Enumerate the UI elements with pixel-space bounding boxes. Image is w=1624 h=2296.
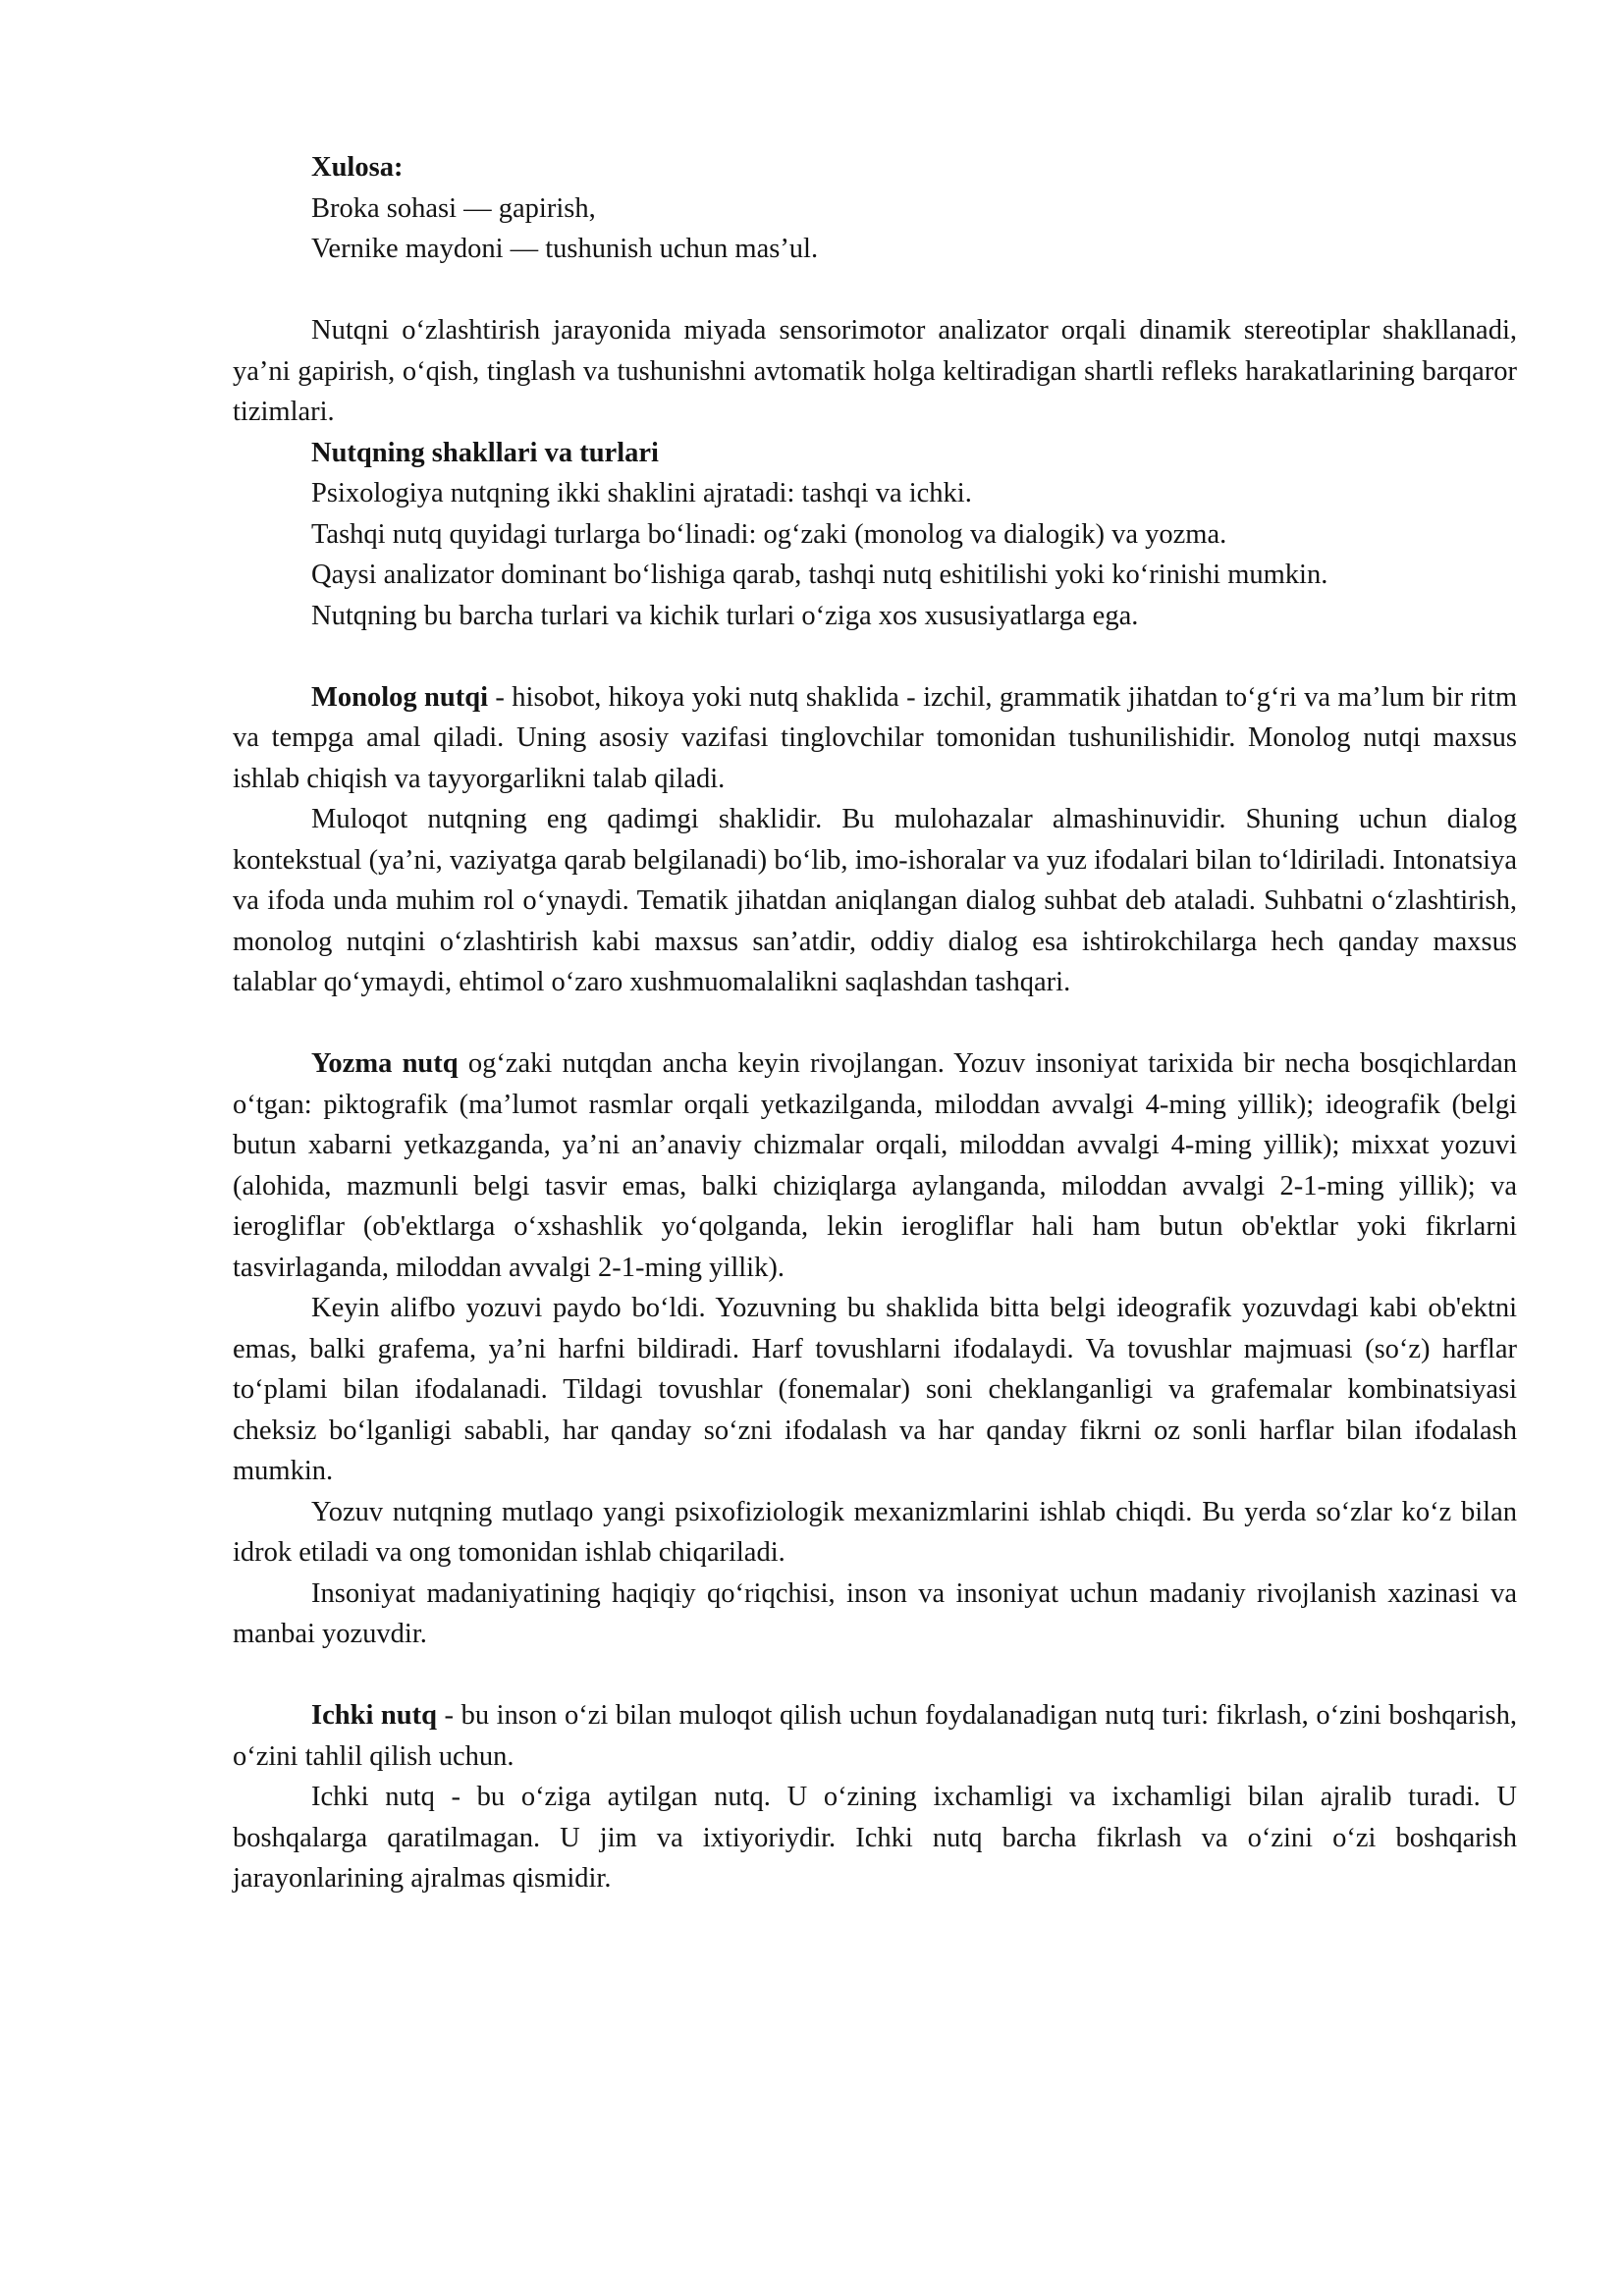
paragraph-gap — [233, 270, 1517, 311]
paragraph-ichki — [233, 1695, 1517, 1777]
paragraph-gap — [233, 1655, 1517, 1696]
yozma-text: og‘zaki nutqdan ancha keyin rivojlangan. Yozuv insoniyat tarixida bir necha bosqichlardan o‘tgan: piktografik (ma’lumot rasmlar orqali yetkazilganda, miloddan avvalgi 4-ming yillik); ideografik (belgi butun xabarni yetkazganda, ya’ni an’anaviy chizmalar orqali, miloddan avvalgi 4-ming yillik); mixxat yozuvi (alohida, mazmunli belgi tasvir emas, balki chiziqlarga aylanganda, miloddan avvalgi 2-1-ming yillik); va ierogliflar (ob'ektlarga o‘xshashlik yo‘qolganda, lekin ierogliflar hali ham butun ob'ektlar yoki fikrlarni tasvirlaganda, miloddan avvalgi 2-1-ming yillik). — [233, 1048, 1517, 1283]
xulosa-heading-text: Xulosa: — [311, 152, 404, 183]
paragraph-mexanizm: Yozuv nutqning mutlaqo yangi psixofiziologik mexanizmlarini ishlab chiqdi. Bu yerda so‘zlar ko‘z bilan idrok etiladi va ong tomonidan ishlab chiqariladi. — [233, 1496, 1517, 1568]
ichki-text: - bu inson o‘zi bilan muloqot qilish uchun foydalanadigan nutq turi: fikrlash, o‘zini boshqarish, o‘zini tahlil qilish uchun. — [233, 1700, 1517, 1772]
shakllar-line-4: Nutqning bu barcha turlari va kichik turlari o‘ziga xos xususiyatlarga ega. — [311, 600, 1139, 631]
xulosa-line-broka: Broka sohasi — gapirish, — [311, 192, 596, 224]
paragraph-muloqot: Muloqot nutqning eng qadimgi shaklidir. Bu mulohazalar almashinuvidir. Shuning uchun dialog kontekstual (ya’ni, vaziyatga qarab belgilanadi) bo‘lib, imo-ishoralar va yuz ifodalari bilan to‘ldiriladi. Intonatsiya va ifoda unda muhim rol o‘ynaydi. Tematik jihatdan aniqlangan dialog suhbat deb ataladi. Suhbatni o‘zlashtirish, monolog nutqini o‘zlashtirish kabi maxsus san’atdir, oddiy dialog esa ishtirokchilarga hech qanday maxsus talablar qo‘ymaydi, ehtimol o‘zaro xushmuomalalikni saqlashdan tashqari. — [233, 804, 1517, 997]
ichki-term: Ichki nutq — [311, 1700, 437, 1731]
paragraph-yozma — [233, 1043, 1517, 1288]
shakllar-line-2: Tashqi nutq quyidagi turlarga bo‘linadi: og‘zaki (monolog va dialogik) va yozma. — [311, 518, 1227, 550]
paragraph-ichki-2: Ichki nutq - bu o‘ziga aytilgan nutq. U o‘zining ixchamligi va ixchamligi bilan ajralib turadi. U boshqalarga qaratilmagan. U jim va ixtiyoriydir. Ichki nutq barcha fikrlash va o‘zini o‘zi boshqarish jarayonlarining ajralmas qismidir. — [233, 1782, 1517, 1894]
yozma-term: Yozma nutq — [311, 1048, 459, 1079]
paragraph-stereotip: Nutqni o‘zlashtirish jarayonida miyada sensorimotor analizator orqali dinamik stereotiplar shakllanadi, ya’ni gapirish, o‘qish, tinglash va tushunishni avtomatik holga keltiradigan shartli refleks harakatlarining barqaror tizimlari. — [233, 315, 1517, 427]
paragraph-gap — [233, 636, 1517, 677]
document-page — [233, 147, 1517, 1899]
xulosa-heading — [311, 147, 1517, 188]
paragraph-alifbo: Keyin alifbo yozuvi paydo bo‘ldi. Yozuvning bu shaklida bitta belgi ideografik yozuvdagi kabi ob'ektni emas, balki grafema, ya’ni harfni bildiradi. Harf tovushlarni ifodalaydi. Va tovushlar majmuasi (so‘z) harflar to‘plami bilan ifodalanadi. Tildagi tovushlar (fonemalar) soni cheklanganligi va grafemalar kombinatsiyasi cheksiz bo‘lganligi sababli, har qanday so‘zni ifodalash va har qanday fikrni oz sonli harflar bilan ifodalash mumkin. — [233, 1293, 1517, 1486]
shakllar-line-3: Qaysi analizator dominant bo‘lishiga qarab, tashqi nutq eshitilishi yoki ko‘rinishi mumkin. — [311, 560, 1328, 590]
paragraph-monolog — [233, 677, 1517, 800]
monolog-text: - hisobot, hikoya yoki nutq shaklida - izchil, grammatik jihatdan to‘g‘ri va ma’lum bir ritm va tempga amal qiladi. Uning asosiy vazifasi tinglovchilar tomonidan tushunilishidir. Monolog nutqi maxsus ishlab chiqish va tayyorgarlikni talab qiladi. — [233, 681, 1517, 794]
xulosa-line-vernike: Vernike maydoni — tushunish uchun mas’ul. — [311, 234, 819, 264]
paragraph-gap — [233, 1003, 1517, 1044]
monolog-term: Monolog nutqi — [311, 681, 489, 713]
shakllar-heading-text: Nutqning shakllari va turlari — [311, 437, 659, 468]
shakllar-line-1: Psixologiya nutqning ikki shaklini ajratadi: tashqi va ichki. — [311, 478, 972, 508]
shakllar-heading — [311, 433, 1517, 474]
paragraph-madaniyat: Insoniyat madaniyatining haqiqiy qo‘riqchisi, inson va insoniyat uchun madaniy rivojlanish xazinasi va manbai yozuvdir. — [233, 1577, 1517, 1649]
